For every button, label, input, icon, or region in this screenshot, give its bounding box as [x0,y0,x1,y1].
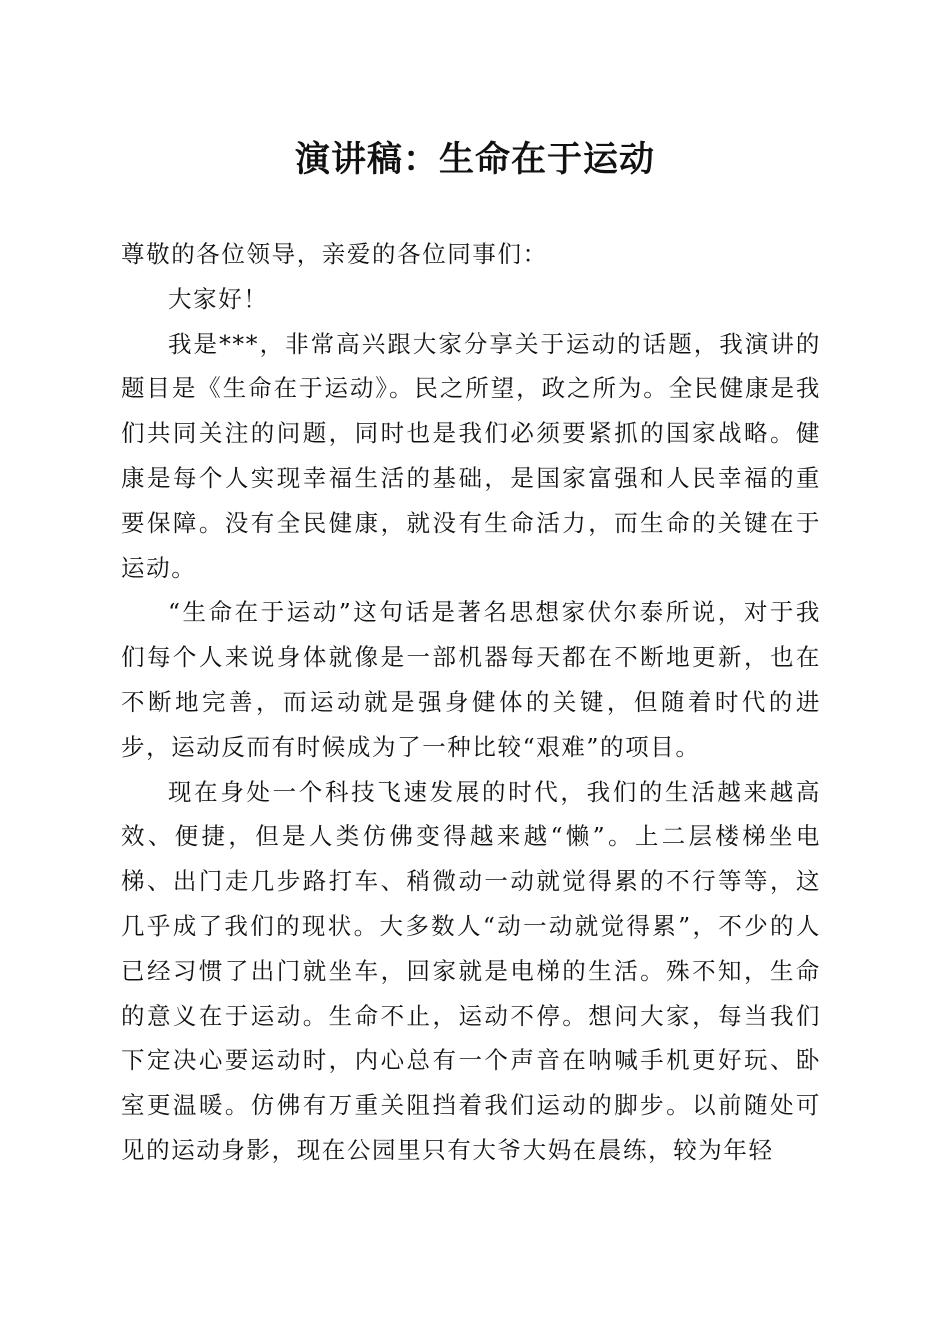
salutation-paragraph: 尊敬的各位领导，亲爱的各位同事们： [121,240,548,268]
body-paragraph-2: “生命在于运动”这句话是著名思想家伏尔泰所说，对于我们每个人来说身体就像是一部机器每天都在不断地更新，也在不断地完善，而运动就是强身健体的关键，但随着时代的进步，运动反而有时候成为了一种比较“艰难”的项目。 [121,598,821,761]
body-paragraph-1: 我是***，非常高兴跟大家分享关于运动的话题，我演讲的题目是《生命在于运动》。民之所望，政之所为。全民健康是我们共同关注的问题，同时也是我们必须要紧抓的国家战略。健康是每个人实现幸福生活的基础，是国家富强和人民幸福的重要保障。没有全民健康，就没有生命活力，而生命的关键在于运动。 [121,329,821,582]
body-paragraph-3: 现在身处一个科技飞速发展的时代，我们的生活越来越高效、便捷，但是人类仿佛变得越来越“懒”。上二层楼梯坐电梯、出门走几步路打车、稍微动一动就觉得累的不行等等，这几乎成了我们的现状。大多数人“动一动就觉得累”，不少的人已经习惯了出门就坐车，回家就是电梯的生活。殊不知，生命的意义在于运动。生命不止，运动不停。想问大家，每当我们下定决心要运动时，内心总有一个声音在呐喊手机更好玩、卧室更温暖。仿佛有万重关阻挡着我们运动的脚步。以前随处可见的运动身影，现在公园里只有大爷大妈在晨练，较为年轻 [121,777,821,1164]
greeting-paragraph: 大家好！ [168,284,269,313]
document-title: 演讲稿：生命在于运动 [294,139,655,180]
document-body [121,232,821,1173]
